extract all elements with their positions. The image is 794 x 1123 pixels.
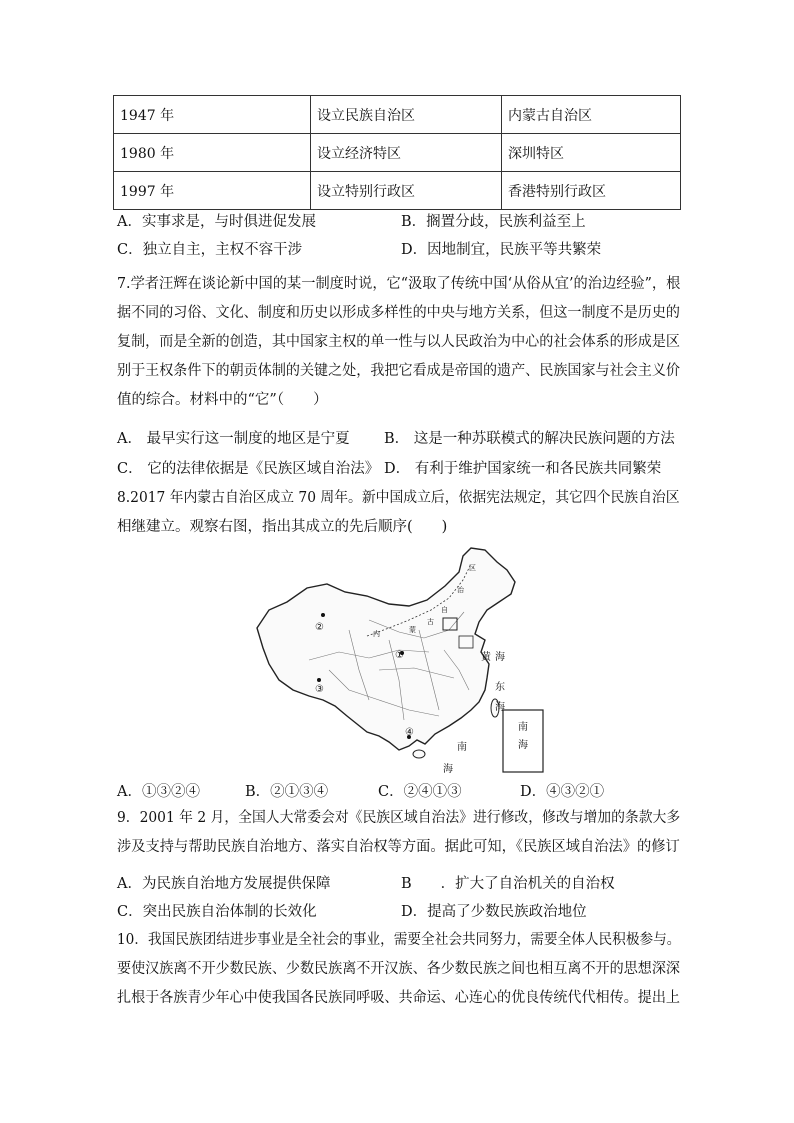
q9-option-d: D．提高了少数民族政治地位 xyxy=(401,904,587,920)
south-sea-label: 海 xyxy=(443,764,453,775)
q6-option-c: C．独立自主，主权不容干涉 xyxy=(117,242,303,258)
q7-stem-line: 据不同的习俗、文化、制度和历史以形成多样性的中央与地方关系，但这一制度不是历史的 xyxy=(117,305,681,321)
q9-stem-line: 9．2001 年 2 月，全国人大常委会对《民族区域自治法》进行修改，修改与增加的条款大多 xyxy=(117,810,681,826)
map-marker-2: ② xyxy=(315,622,324,633)
table-cell-policy: 设立特别行政区 xyxy=(311,172,502,210)
q7-option-b: B． 这是一种苏联模式的解决民族问题的方法 xyxy=(384,431,675,447)
table-cell-year: 1997 年 xyxy=(114,172,311,210)
q8-option-b: B．②①③④ xyxy=(245,784,329,800)
table-row xyxy=(114,172,681,210)
q8-stem-line: 相继建立。观察右图，指出其成立的先后顺序( ) xyxy=(117,519,448,535)
china-map xyxy=(249,540,549,775)
q7-stem-line: 别于王权条件下的朝贡体制的关键之处，我把它看成是帝国的遗产、民族国家与社会主义价 xyxy=(117,363,681,379)
q8-stem-line: 8.2017 年内蒙古自治区成立 70 周年。新中国成立后，依据宪法规定，其它四个民族自治区 xyxy=(117,490,680,506)
table-cell-policy: 设立经济特区 xyxy=(311,134,502,172)
q9-option-b: B ．扩大了自治机关的自治权 xyxy=(401,876,615,892)
policy-table xyxy=(113,95,681,210)
marker-dot xyxy=(317,678,321,682)
china-outline xyxy=(257,548,515,750)
q7-option-d: D． 有利于维护国家统一和各民族共同繁荣 xyxy=(384,461,662,477)
table-cell-year: 1947 年 xyxy=(114,96,311,134)
q7-option-c: C． 它的法律依据是《民族区域自治法》 xyxy=(117,461,380,477)
map-label-qu: 区 xyxy=(469,564,476,572)
yellow-sea-label: 海 xyxy=(495,652,505,663)
q9-option-a: A．为民族自治地方发展提供保障 xyxy=(117,876,331,892)
marker-dot xyxy=(321,613,325,617)
inset-label: 南 xyxy=(518,722,528,733)
q9-stem-line: 涉及支持与帮助民族自治地方、落实自治权等方面。据此可知，《民族区域自治法》的修订 xyxy=(117,839,680,855)
map-marker-4: ④ xyxy=(405,727,414,738)
map-marker-3: ③ xyxy=(315,684,324,695)
table-cell-example: 深圳特区 xyxy=(502,134,681,172)
map-label-meng: 蒙 xyxy=(409,626,416,634)
table-cell-policy: 设立民族自治区 xyxy=(311,96,502,134)
q8-option-d: D．④③②① xyxy=(520,784,605,800)
q8-option-c: C．②④①③ xyxy=(378,784,462,800)
map-label-zi: 自 xyxy=(441,606,448,614)
map-label-gu: 古 xyxy=(427,618,434,626)
table-row xyxy=(114,96,681,134)
q7-stem-line: 7.学者汪辉在谈论新中国的某一制度时说，它“汲取了传统中国‘从俗从宜’的治边经验”，根 xyxy=(117,276,681,292)
q6-option-a: A．实事求是，与时俱进促发展 xyxy=(117,214,316,230)
q6-option-b: B．搁置分歧，民族利益至上 xyxy=(401,214,586,230)
q8-option-a: A．①③②④ xyxy=(117,784,200,800)
inset-label: 海 xyxy=(518,740,528,751)
table-cell-year: 1980 年 xyxy=(114,134,311,172)
q7-stem-line: 复制，而是全新的创造，其中国家主权的单一性与以人民政治为中心的社会体系的形成是区 xyxy=(117,334,681,350)
q9-option-c: C．突出民族自治体制的长效化 xyxy=(117,904,317,920)
yellow-sea-label: 黄 xyxy=(481,652,491,663)
south-sea-label: 南 xyxy=(457,742,467,753)
q10-stem-line: 要使汉族离不开少数民族、少数民族离不开汉族、各少数民族之间也相互离不开的思想深深 xyxy=(117,961,681,977)
map-label-nei: 内 xyxy=(373,630,380,638)
east-sea-label: 海 xyxy=(495,702,505,713)
map-label-zhi: 治 xyxy=(457,586,464,594)
east-sea-label: 东 xyxy=(495,682,505,693)
q7-stem-line: 值的综合。材料中的“它”（ ） xyxy=(117,392,328,408)
table-cell-example: 香港特别行政区 xyxy=(502,172,681,210)
q6-option-d: D．因地制宜，民族平等共繁荣 xyxy=(401,242,602,258)
q7-option-a: A． 最早实行这一制度的地区是宁夏 xyxy=(117,431,350,447)
table-row xyxy=(114,134,681,172)
q10-stem-line: 10．我国民族团结进步事业是全社会的事业，需要全社会共同努力，需要全体人民积极参与。 xyxy=(117,932,681,948)
map-marker-1: ① xyxy=(395,650,404,661)
china-map-svg xyxy=(249,540,549,775)
table-cell-example: 内蒙古自治区 xyxy=(502,96,681,134)
hainan-island xyxy=(413,750,425,758)
q10-stem-line: 扎根于各族青少年心中使我国各民族同呼吸、共命运、心连心的优良传统代代相传。提出上 xyxy=(117,990,681,1006)
